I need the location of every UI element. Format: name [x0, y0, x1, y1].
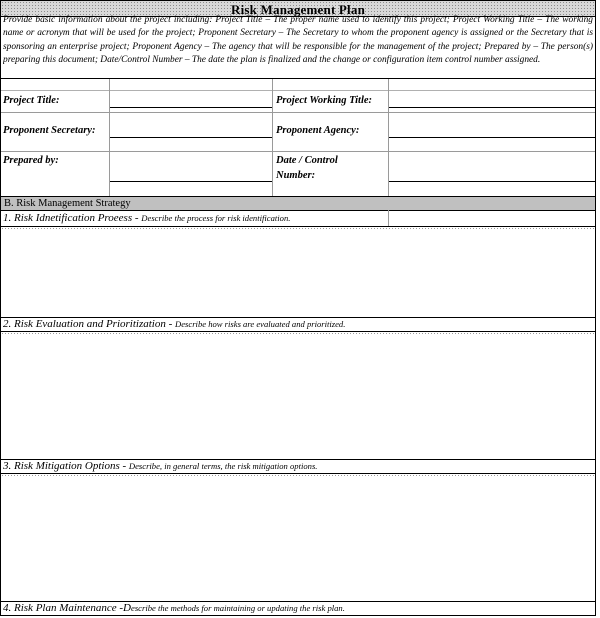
project-title-field[interactable]	[110, 107, 272, 108]
date-control-label-line1: Date / Control	[276, 155, 338, 166]
section-b-heading-text: B. Risk Management Strategy	[4, 198, 131, 209]
risk-maintenance-description: escribe the methods for maintaining or updating the risk plan.	[131, 603, 345, 613]
risk-identification-heading	[3, 211, 290, 225]
risk-maintenance-heading	[3, 601, 345, 615]
prepared-by-field[interactable]	[110, 181, 272, 182]
date-control-label-line2: Number:	[276, 170, 316, 181]
grid-line	[272, 79, 273, 196]
risk-maintenance-title: 4. Risk Plan Maintenance -D	[3, 602, 131, 614]
grid-line	[1, 151, 595, 152]
risk-evaluation-response-area[interactable]	[1, 335, 595, 458]
proponent-agency-field[interactable]	[389, 137, 595, 138]
risk-identification-title: 1. Risk Idnetification Proeess -	[3, 212, 139, 224]
risk-mitigation-title: 3. Risk Mitigation Options -	[3, 460, 127, 472]
intro-divider	[1, 78, 595, 79]
project-working-title-label: Project Working Title:	[276, 95, 373, 106]
project-working-title-field[interactable]	[389, 107, 595, 108]
risk-mitigation-description: Describe, in general terms, the risk mitigation options.	[128, 461, 318, 471]
risk-evaluation-description: Describe how risks are evaluated and prioritized.	[175, 319, 346, 329]
risk-mitigation-response-area[interactable]	[1, 477, 595, 600]
grid-line	[1, 90, 595, 91]
instructions-text: Provide basic information about the project including: Project Title – The proper name used to identify this project; Project Working Title – The working name or acronym that will be used for the project; Proponent Secretary – The Secretary to whom the proponent agency is assigned or the Secretary that is sponsoring an enterprise project; Proponent Agency – The agency that will be responsible for the management of the project; Prepared by – The person(s) preparing this document; Date/Control Number – The date the plan is finalized and the change or configuration item control number assigned.	[3, 15, 593, 66]
risk-identification-description: Describe the process for risk identification.	[141, 213, 291, 223]
proponent-secretary-field[interactable]	[110, 137, 272, 138]
grid-line	[388, 210, 389, 226]
proponent-secretary-label: Proponent Secretary:	[3, 125, 96, 136]
section-b-heading	[1, 196, 595, 211]
proponent-agency-label: Proponent Agency:	[276, 125, 360, 136]
risk-evaluation-heading	[3, 317, 345, 331]
date-control-field[interactable]	[389, 181, 595, 182]
prepared-by-label: Prepared by:	[3, 155, 59, 166]
risk-evaluation-title: 2. Risk Evaluation and Prioritization -	[3, 318, 173, 330]
project-title-label: Project Title:	[3, 95, 60, 106]
grid-line	[1, 112, 595, 113]
risk-identification-response-area[interactable]	[1, 230, 595, 316]
document-title: Risk Management Plan	[231, 2, 365, 17]
risk-mitigation-heading	[3, 459, 317, 473]
